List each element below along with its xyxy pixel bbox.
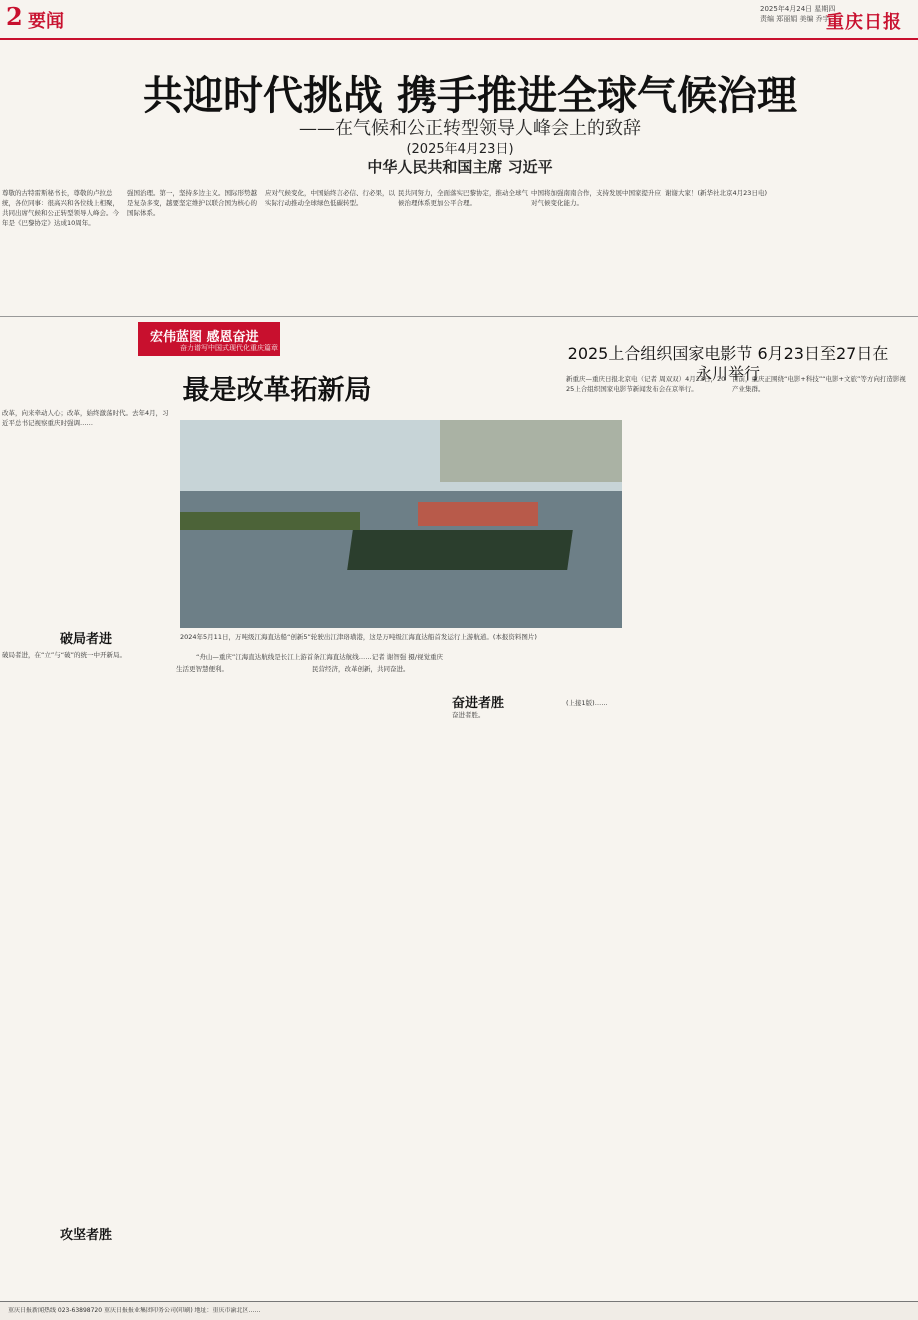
lead-byline: 中华人民共和国主席 习近平 xyxy=(367,158,553,176)
lead-headline: 共迎时代挑战 携手推进全球气候治理 xyxy=(143,72,797,119)
section-title-3: 攻坚者胜 xyxy=(60,1228,113,1243)
feature-column-4: 奋进者胜。 xyxy=(452,711,485,719)
banner-title: 宏伟蓝图 感恩奋进 xyxy=(150,330,259,345)
lead-column-4: 民共同努力，全面落实巴黎协定，推动全球气候治理体系更加公平合理。 xyxy=(398,189,528,207)
section-title-1: 破局者进 xyxy=(60,632,113,647)
lead-column-3: 应对气候变化，中国始终言必信、行必果，以实际行动推动全球绿色低碳转型。 xyxy=(265,189,395,207)
right-column-2: 目前，重庆正围绕“电影+科技”“电影+文旅”等方向打造影视产业集群。 xyxy=(732,375,906,393)
right-article-headline: 2025上合组织国家电影节 6月23日至27日在永川举行 xyxy=(567,344,889,383)
lead-column-1: 尊敬的古特雷斯秘书长，尊敬的卢拉总统，各位同事：很高兴和各位线上相聚，共同出席气候和公正转型领导人峰会。今年是《巴黎协定》达成10周年。 xyxy=(2,189,119,227)
lead-subhead: ——在气候和公正转型领导人峰会上的致辞 xyxy=(299,118,641,139)
photo-credit: “舟山—重庆”江海直达航线是长江上游首条江海直达航线……记者 谢智强 摄/视觉重庆 xyxy=(196,653,444,661)
feature-column-1: 破局者进，在“立”与“破”的统一中开新局。 xyxy=(2,651,126,659)
feature-photo xyxy=(180,420,622,628)
banner-subtitle: 奋力谱写中国式现代化重庆篇章 xyxy=(180,344,278,352)
lead-column-6: 谢谢大家！(新华社北京4月23日电) xyxy=(665,189,767,197)
section-label: 要闻 xyxy=(28,11,64,32)
newspaper-brand: 重庆日报 xyxy=(826,12,902,33)
lead-date: (2025年4月23日) xyxy=(406,142,514,157)
feature-column-3: 民营经济，改革创新，共同奋进。 xyxy=(312,665,410,673)
right-column-1: 新重庆—重庆日报北京电（记者 周双双）4月23日，2025上合组织国家电影节新闻发布会在京举行。 xyxy=(566,375,726,393)
feature-column-2: 生活更智慧便利。 xyxy=(176,665,228,673)
editors-line: 责编 郑丽娟 美编 乔宇 xyxy=(760,15,830,23)
masthead-meta xyxy=(760,4,835,24)
footer xyxy=(0,1301,918,1320)
date-line: 2025年4月24日 星期四 xyxy=(760,5,836,13)
section-title-2: 奋进者胜 xyxy=(452,696,505,711)
divider xyxy=(0,316,918,317)
feature-intro: 改革，向来牵动人心；改革，始终激荡时代。去年4月，习近平总书记视察重庆时强调…… xyxy=(2,409,169,427)
photo-caption: 2024年5月11日，万吨级江海直达船“创新5”轮驶出江津珞璜港，这是万吨级江海直达船首发运行上游航道。(本报资料图片) xyxy=(180,633,537,641)
lead-column-5: 中国将加强南南合作，支持发展中国家提升应对气候变化能力。 xyxy=(531,189,661,207)
page-number: 2 xyxy=(6,2,23,31)
feature-title: 最是改革拓新局 xyxy=(182,375,372,406)
footer-text: 重庆日报新闻热线 023-63898720 重庆日报报业集团印务公司(印刷) 地址：重庆市渝北区…… xyxy=(8,1307,261,1314)
lead-column-2: 强国治理。第一，坚持多边主义。国际形势越是复杂多变，越要坚定维护以联合国为核心的国际体系。 xyxy=(127,189,257,217)
masthead xyxy=(0,0,918,40)
right-column-3: (上接1版)…… xyxy=(566,699,608,707)
